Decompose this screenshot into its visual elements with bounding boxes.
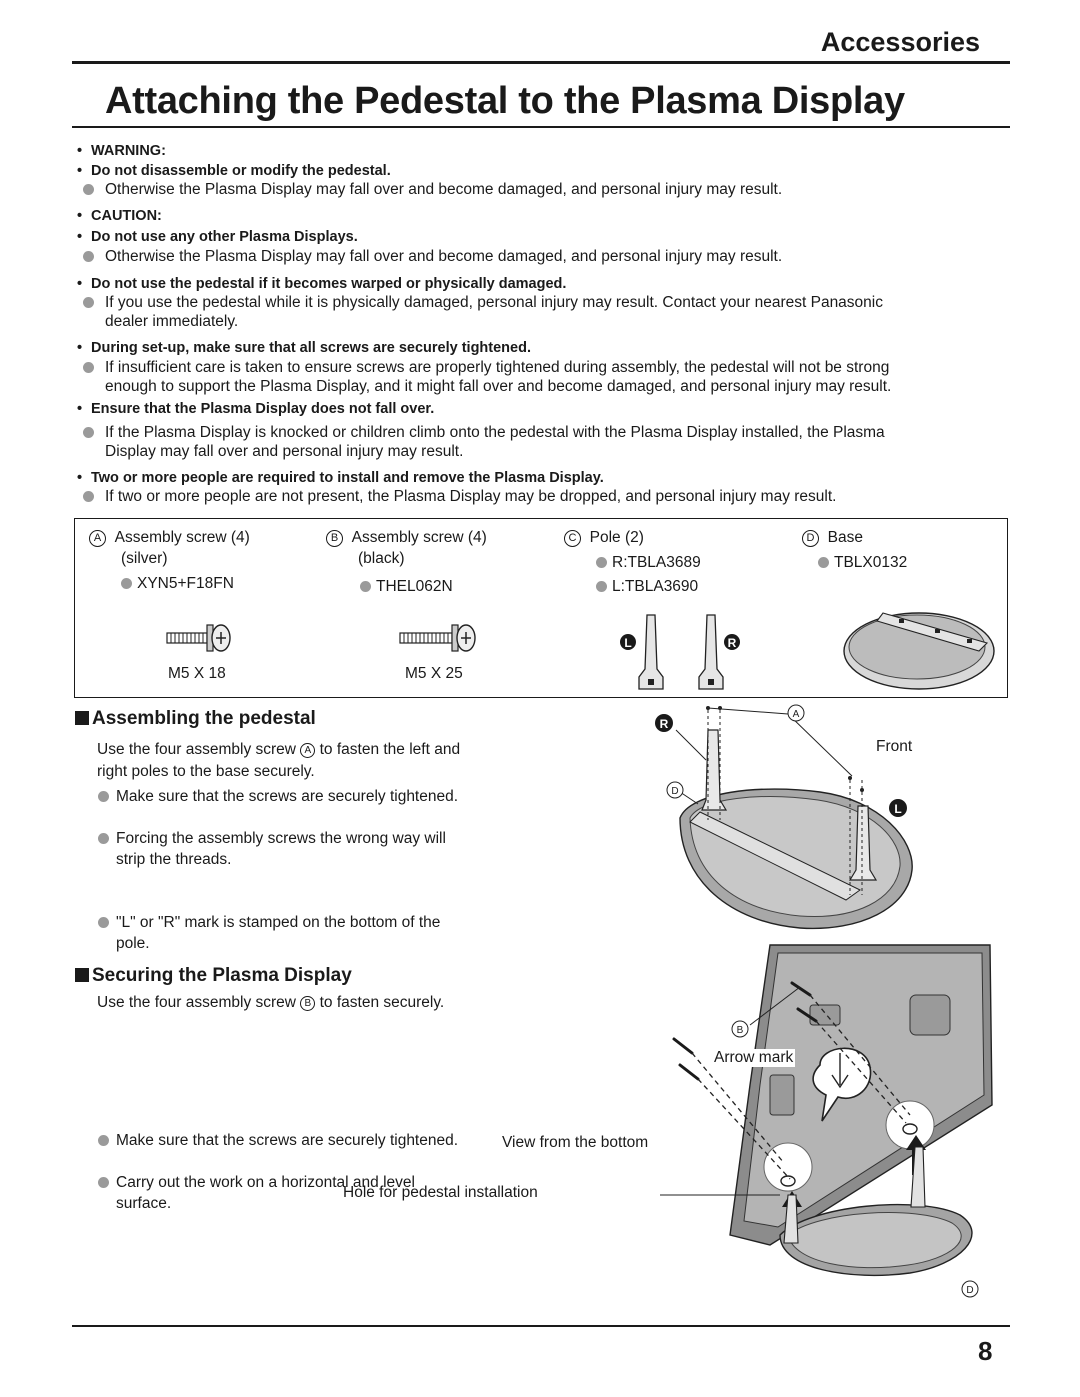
page-title: Attaching the Pedestal to the Plasma Display bbox=[105, 80, 905, 122]
warped-text: If you use the pedestal while it is physically damaged, personal injury may result. Contact your nearest Panasonic dealer immediately. bbox=[105, 293, 883, 331]
securing-bullet: Make sure that the screws are securely tightened. bbox=[96, 1130, 516, 1151]
part-d: D Base TBLX0132 bbox=[802, 527, 907, 573]
base-icon bbox=[839, 603, 999, 695]
securing-intro: Use the four assembly screw B to fasten securely. bbox=[97, 994, 445, 1011]
fig-r-mark: R bbox=[659, 717, 669, 731]
warped-heading: • Do not use the pedestal if it becomes warped or physically damaged. bbox=[77, 276, 567, 292]
part-c: C Pole (2) R:TBLA3689 L:TBLA3690 bbox=[564, 527, 701, 597]
fig-d-mark: D bbox=[671, 786, 679, 797]
fall-heading: • Ensure that the Plasma Display does not fall over. bbox=[77, 401, 435, 417]
front-label: Front bbox=[876, 738, 913, 755]
letter-b-icon: B bbox=[300, 996, 315, 1011]
assembling-bullet: Make sure that the screws are securely tightened. bbox=[96, 786, 516, 807]
part-letter-c: C bbox=[564, 530, 581, 547]
arrow-mark-label: Arrow mark bbox=[714, 1049, 794, 1066]
assembling-intro: Use the four assembly screw A to fasten the left and right poles to the base securely. bbox=[97, 741, 461, 780]
top-rule bbox=[72, 61, 1010, 64]
page-number: 8 bbox=[978, 1336, 993, 1366]
caution-heading: • Do not use any other Plasma Displays. bbox=[77, 229, 358, 245]
screws-text: If insufficient care is taken to ensure screws are properly tightened during assembly, the pedestal will not be strong enough to support the Plasma Display, and it might fall over and become damaged, and personal injury may result. bbox=[105, 358, 891, 396]
parts-box bbox=[74, 518, 1008, 698]
screw-a-icon bbox=[165, 621, 235, 655]
poles-icon bbox=[615, 609, 745, 695]
title-rule bbox=[72, 126, 1010, 128]
fig-a-mark: A bbox=[792, 709, 800, 720]
screw-b-icon bbox=[398, 621, 480, 655]
assembly-diagram bbox=[650, 700, 930, 940]
pole-r-mark: R bbox=[727, 636, 737, 650]
screws-heading: • During set-up, make sure that all screws are securely tightened. bbox=[77, 340, 531, 356]
bottom-rule bbox=[72, 1325, 1010, 1327]
securing-bullet: Carry out the work on a horizontal and level surface. bbox=[96, 1172, 516, 1214]
size-a: M5 X 18 bbox=[168, 665, 226, 682]
part-b: B Assembly screw (4) (black) THEL062N bbox=[326, 527, 487, 597]
square-bullet-icon bbox=[75, 968, 89, 982]
warning-heading: • Do not disassemble or modify the pedestal. bbox=[77, 163, 391, 179]
warning-label: • WARNING: bbox=[77, 143, 166, 159]
fig-l-mark: L bbox=[894, 802, 902, 816]
letter-a-icon: A bbox=[300, 743, 315, 758]
square-bullet-icon bbox=[75, 711, 89, 725]
people-text: If two or more people are not present, the Plasma Display may be dropped, and personal injury may result. bbox=[105, 487, 836, 506]
warning-text: Otherwise the Plasma Display may fall over and become damaged, and personal injury may result. bbox=[105, 180, 782, 199]
people-heading: • Two or more people are required to install and remove the Plasma Display. bbox=[77, 470, 604, 486]
section-label: Accessories bbox=[820, 27, 980, 57]
assembling-heading: Assembling the pedestal bbox=[75, 708, 316, 730]
caution-text: Otherwise the Plasma Display may fall over and become damaged, and personal injury may result. bbox=[105, 247, 782, 266]
assembling-bullet: Forcing the assembly screws the wrong way will strip the threads. bbox=[96, 828, 516, 870]
securing-diagram bbox=[660, 935, 1005, 1305]
view-bottom-label: View from the bottom bbox=[502, 1134, 649, 1151]
part-letter-d: D bbox=[802, 530, 819, 547]
caution-label: • CAUTION: bbox=[77, 208, 162, 224]
fig-d2-mark: D bbox=[966, 1285, 974, 1296]
hole-label: Hole for pedestal installation bbox=[343, 1184, 538, 1201]
part-a: A Assembly screw (4) (silver) XYN5+F18FN bbox=[89, 527, 250, 594]
part-letter-a: A bbox=[89, 530, 106, 547]
fig-b-mark: B bbox=[736, 1025, 744, 1036]
size-b: M5 X 25 bbox=[405, 665, 463, 682]
assembling-bullet: "L" or "R" mark is stamped on the bottom of the pole. bbox=[96, 912, 516, 954]
securing-heading: Securing the Plasma Display bbox=[75, 965, 352, 987]
pole-l-mark: L bbox=[624, 636, 632, 650]
fall-text: If the Plasma Display is knocked or children climb onto the pedestal with the Plasma Display installed, the Plasma Display may fall over and personal injury may result. bbox=[105, 423, 885, 461]
part-letter-b: B bbox=[326, 530, 343, 547]
